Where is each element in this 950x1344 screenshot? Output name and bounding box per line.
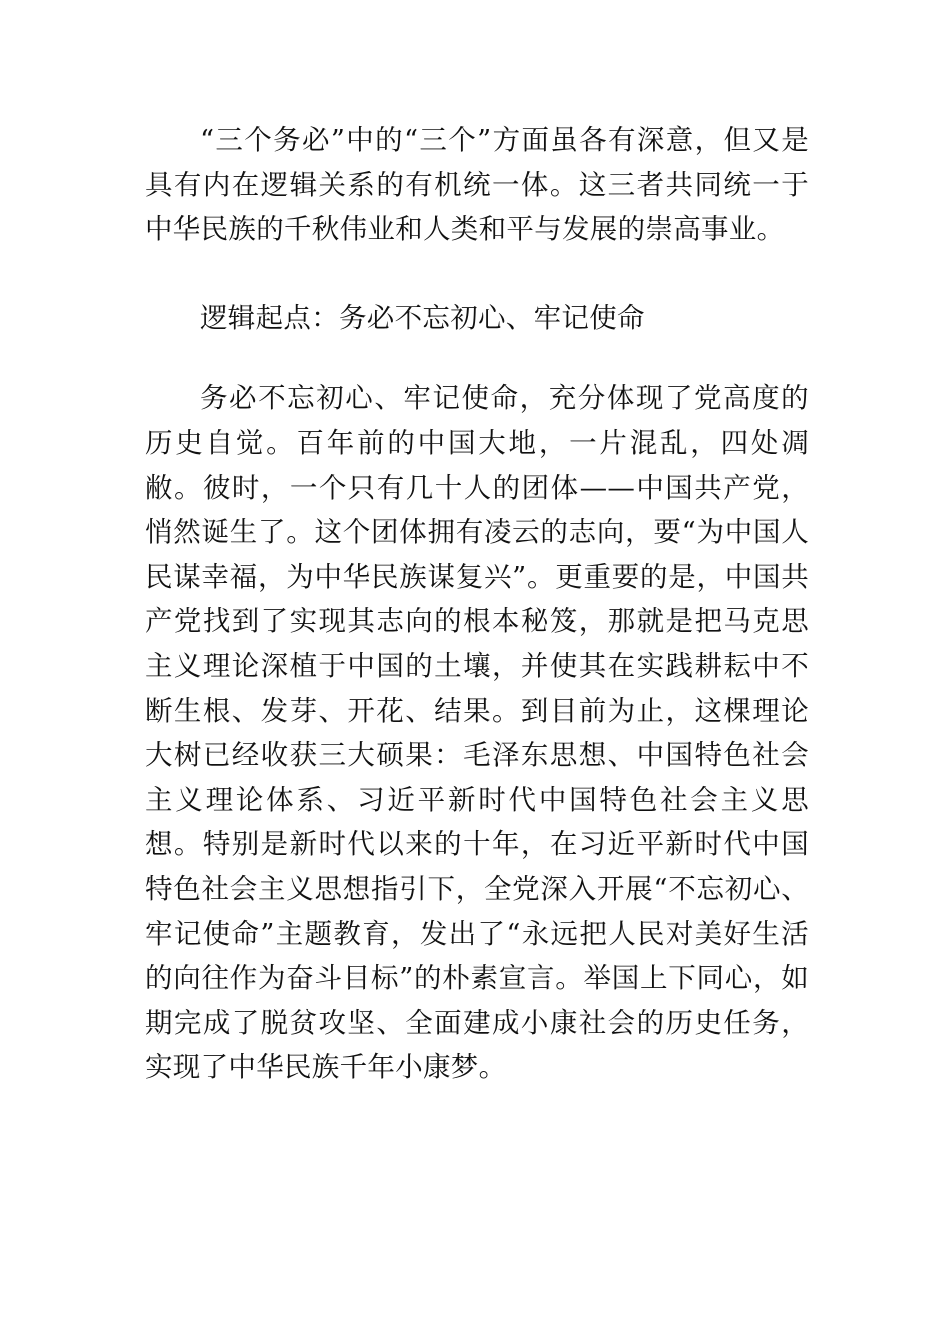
paragraph-spacer	[145, 340, 809, 376]
paragraph-spacer	[145, 252, 809, 296]
intro-paragraph: “三个务必”中的“三个”方面虽各有深意，但又是具有内在逻辑关系的有机统一体。这三者共同统一于中华民族的千秋伟业和人类和平与发展的崇高事业。	[145, 124, 809, 246]
document-page	[145, 118, 809, 1090]
section-heading: 逻辑起点：务必不忘初心、牢记使命	[200, 301, 645, 334]
body-paragraph: 务必不忘初心、牢记使命，充分体现了党高度的历史自觉。百年前的中国大地，一片混乱，四处凋敝。彼时，一个只有几十人的团体——中国共产党，悄然诞生了。这个团体拥有凌云的志向，要“为中国人民谋幸福，为中华民族谋复兴”。更重要的是，中国共产党找到了实现其志向的根本秘笈，那就是把马克思主义理论深植于中国的土壤，并使其在实践耕耘中不断生根、发芽、开花、结果。到目前为止，这棵理论大树已经收获三大硕果：毛泽东思想、中国特色社会主义理论体系、习近平新时代中国特色社会主义思想。特别是新时代以来的十年，在习近平新时代中国特色社会主义思想指引下，全党深入开展“不忘初心、牢记使命”主题教育，发出了“永远把人民对美好生活的向往作为奋斗目标”的朴素宣言。举国上下同心，如期完成了脱贫攻坚、全面建成小康社会的历史任务，实现了中华民族千年小康梦。	[145, 382, 809, 1084]
